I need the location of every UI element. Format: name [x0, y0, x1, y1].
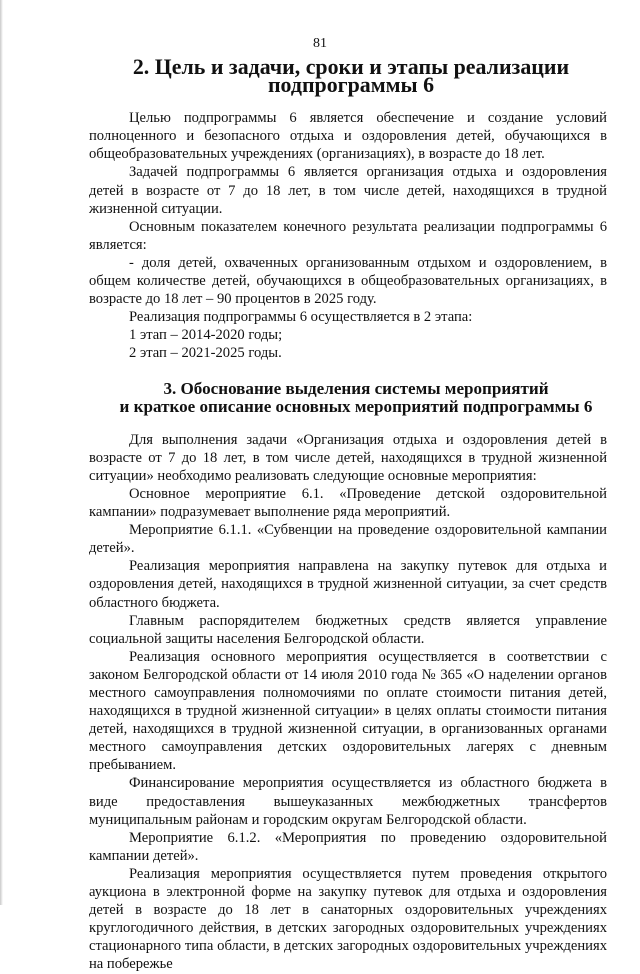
paragraph: 1 этап – 2014-2020 годы; [129, 327, 283, 344]
paragraph: Финансирование мероприятия осуществляется из областного бюджета в виде предоставления вышеуказанных межбюджетных трансфертов муниципальным районам и городским округам Белгородской области. [89, 775, 607, 828]
paragraph: Основным показателем конечного результата реализации подпрограммы 6 является: [89, 218, 607, 253]
page-content [89, 54, 607, 974]
paragraph: 2 этап – 2021-2025 годы. [129, 345, 282, 362]
paragraph: Для выполнения задачи «Организация отдыха и оздоровления детей в возрасте от 7 до 18 лет, в том числе детей, находящихся в трудной жизненной ситуации» необходимо реализовать следующие основные мероприятия: [89, 431, 607, 484]
paragraph: Задачей подпрограммы 6 является организация отдыха и оздоровления детей в возрасте от 7 до 18 лет, в том числе детей, находящихся в трудной жизненной ситуации. [89, 164, 607, 217]
paragraph: Мероприятие 6.1.2. «Мероприятия по проведению оздоровительной кампании детей». [89, 829, 607, 864]
section-3-body [89, 431, 607, 974]
paragraph: Главным распорядителем бюджетных средств является управление социальной защиты населения Белгородской области. [89, 612, 607, 647]
section-3-heading-line-1: 3. Обоснование выделения системы мероприятий [163, 378, 549, 398]
section-3-heading-line-2: и краткое описание основных мероприятий подпрограммы 6 [119, 396, 593, 416]
paragraph: Мероприятие 6.1.1. «Субвенции на проведение оздоровительной кампании детей». [89, 522, 607, 557]
paragraph: Реализация мероприятия осуществляется путем проведения открытого аукциона в электронной форме на закупку путевок для отдыха и оздоровления детей в возрасте до 18 лет в санаторных оздоровительных учреждениях круглогодичного действия, в детских загородных оздоровительных учреждениях стационарного типа области, в детских загородных оздоровительных учреждениях на побережье [89, 865, 607, 973]
paragraph: Реализация подпрограммы 6 осуществляется в 2 этапа: [129, 309, 473, 326]
paragraph: Основное мероприятие 6.1. «Проведение детской оздоровительной кампании» подразумевает выполнение ряда мероприятий. [89, 485, 607, 521]
section-2-body [89, 109, 607, 362]
scan-edge [0, 0, 3, 905]
paragraph: - доля детей, охваченных организованным отдыхом и оздоровлением, в общем количестве детей, обучающихся в общеобразовательных организациях, в возрасте до 18 лет – 90 процентов в 2025 году. [89, 254, 607, 308]
paragraph: Реализация основного мероприятия осуществляется в соответствии с законом Белгородской области от 14 июля 2010 года № 365 «О наделении органов местного самоуправления полномочиями по оплате стоимости питания детей, находящихся в трудной жизненной ситуации» в целях оплаты стоимости питания детей, находящихся в трудной жизненной ситуации, в организованных органами местного самоуправления детских оздоровительных лагерях с дневным пребыванием. [89, 648, 607, 774]
page-number: 81 [313, 36, 327, 51]
section-2-heading: 2. Цель и задачи, сроки и этапы реализации подпрограммы 6 [132, 54, 570, 98]
paragraph: Реализация мероприятия направлена на закупку путевок для отдыха и оздоровления детей, находящихся в трудной жизненной ситуации, за счет средств областного бюджета. [89, 558, 607, 611]
section-3-heading [89, 380, 607, 416]
paragraph: Целью подпрограммы 6 является обеспечение и создание условий полноценного и безопасного отдыха и оздоровления детей, обучающихся в общеобразовательных учреждениях (организациях), в возрасте до 18 лет. [89, 110, 607, 163]
